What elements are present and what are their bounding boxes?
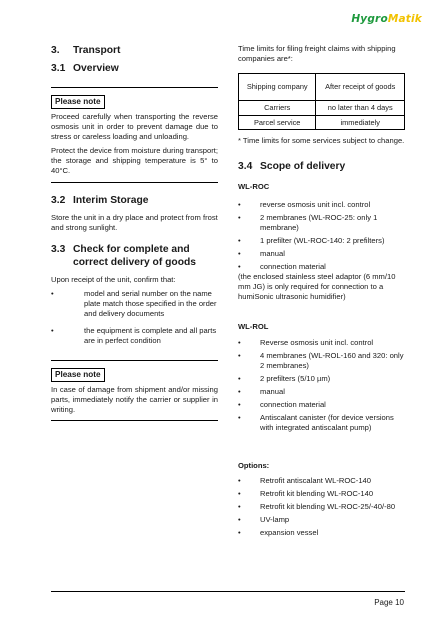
logo-part-1: Hygro xyxy=(351,13,388,25)
hygromatik-logo xyxy=(351,13,422,25)
section-3-3-heading xyxy=(51,243,218,269)
list-item-text: model and serial number on the name plate match those specified in the order and delivery documents xyxy=(84,289,217,318)
table-header-cell: Shipping company xyxy=(239,74,316,101)
bullet: • xyxy=(238,374,241,383)
list-item-text: 1 prefilter (WL-ROC-140: 2 prefilters) xyxy=(260,236,385,245)
table-header-cell: After receipt of goods xyxy=(316,74,405,101)
roc-note: (the enclosed stainless steel adaptor (6 mm/10 mm JG) is only required for connection to a humiSonic ultrasonic humidifier) xyxy=(238,272,396,301)
page-number: Page 10 xyxy=(374,598,404,607)
please-note-label: Please note xyxy=(51,95,105,109)
rol-list xyxy=(238,338,405,433)
bullet: • xyxy=(238,400,241,409)
list-item-text: 4 membranes (WL-ROL-160 and 320: only 2 membranes) xyxy=(260,351,404,370)
footer-divider xyxy=(51,591,405,592)
list-item xyxy=(238,200,405,210)
rol-heading: WL-ROL xyxy=(238,322,269,331)
list-item xyxy=(238,213,405,233)
list-item-text: Retrofit kit blending WL-ROC-25/-40/-80 xyxy=(260,502,396,511)
list-item xyxy=(238,502,405,512)
bullet: • xyxy=(238,262,241,271)
list-item xyxy=(238,400,405,410)
divider xyxy=(51,420,218,421)
table-cell: no later than 4 days xyxy=(316,101,405,116)
list-item xyxy=(51,326,218,346)
list-item xyxy=(238,413,405,433)
roc-heading: WL-ROC xyxy=(238,182,270,191)
bullet: • xyxy=(238,213,241,222)
list-item-text: reverse osmosis unit incl. control xyxy=(260,200,371,209)
claims-table xyxy=(238,73,405,130)
list-item-text: Retrofit kit blending WL-ROC-140 xyxy=(260,489,374,498)
table-row xyxy=(239,115,405,130)
please-note-label: Please note xyxy=(51,368,105,382)
list-item-text: connection material xyxy=(260,400,326,409)
list-item-text: 2 prefilters (5/10 µm) xyxy=(260,374,331,383)
list-item xyxy=(238,528,405,538)
list-item xyxy=(238,515,405,525)
paragraph: Upon receipt of the unit, confirm that: xyxy=(51,275,176,284)
list-item-text: expansion vessel xyxy=(260,528,319,537)
list-item xyxy=(238,387,405,397)
table-cell: immediately xyxy=(316,115,405,130)
right-column xyxy=(238,44,405,538)
bullet: • xyxy=(238,249,241,258)
bullet: • xyxy=(238,476,241,485)
list-item-text: UV-lamp xyxy=(260,515,290,524)
section-3-4-heading xyxy=(238,160,405,173)
logo-part-2: Matik xyxy=(387,13,422,25)
left-column xyxy=(51,44,218,421)
list-item xyxy=(238,374,405,384)
table-header-row xyxy=(239,74,405,101)
list-item xyxy=(238,236,405,246)
list-item xyxy=(51,289,218,319)
bullet: • xyxy=(238,200,241,209)
table-row xyxy=(239,101,405,116)
section-title: Overview xyxy=(73,63,119,74)
section-number: 3.4 xyxy=(238,161,253,172)
bullet: • xyxy=(238,502,241,511)
paragraph: Protect the device from moisture during transport; the storage and shipping temperature is 5° to 40°C. xyxy=(51,146,218,175)
table-cell: Parcel service xyxy=(239,115,316,130)
list-item-text: manual xyxy=(260,387,285,396)
list-item xyxy=(238,249,405,259)
bullet: • xyxy=(238,236,241,245)
bullet: • xyxy=(238,351,241,360)
section-number: 3.2 xyxy=(51,195,66,206)
footnote: * Time limits for some services subject to change. xyxy=(238,136,405,145)
list-item-text: manual xyxy=(260,249,285,258)
section-title: Scope of delivery xyxy=(260,161,346,172)
list-item-text: the equipment is complete and all parts are in perfect condition xyxy=(84,326,217,345)
divider xyxy=(51,87,218,88)
bullet: • xyxy=(51,326,54,335)
roc-list xyxy=(238,200,405,302)
options-heading: Options: xyxy=(238,461,270,470)
section-number: 3.1 xyxy=(51,63,66,74)
section-3-heading xyxy=(51,44,218,57)
bullet: • xyxy=(238,413,241,422)
section-title: Transport xyxy=(73,45,121,56)
bullet: • xyxy=(51,289,54,298)
section-number: 3. xyxy=(51,45,60,56)
list-item xyxy=(238,338,405,348)
paragraph: Proceed carefully when transporting the reverse osmosis unit in order to prevent damage due to stress or careless loading and unloading. xyxy=(51,112,218,141)
bullet: • xyxy=(238,338,241,347)
list-item xyxy=(238,351,405,371)
options-list xyxy=(238,476,405,538)
section-number: 3.3 xyxy=(51,244,66,255)
list-item-text: connection material xyxy=(260,262,326,271)
paragraph: In case of damage from shipment and/or missing parts, immediately notify the carrier or supplier in writing. xyxy=(51,385,218,414)
bullet: • xyxy=(238,387,241,396)
list-item-text: 2 membranes (WL-ROC-25: only 1 membrane) xyxy=(260,213,378,232)
list-item xyxy=(238,489,405,499)
section-3-2-heading xyxy=(51,194,218,207)
paragraph: Store the unit in a dry place and protect from frost and strong sunlight. xyxy=(51,213,218,232)
paragraph: Time limits for filing freight claims with shipping companies are*: xyxy=(238,44,396,63)
bullet: • xyxy=(238,489,241,498)
bullet: • xyxy=(238,515,241,524)
divider xyxy=(51,360,218,361)
bullet: • xyxy=(238,528,241,537)
section-title: Interim Storage xyxy=(73,195,149,206)
list-item xyxy=(238,262,405,272)
list-item-text: Reverse osmosis unit incl. control xyxy=(260,338,374,347)
divider xyxy=(51,182,218,183)
section-title: Check for complete and correct delivery of goods xyxy=(73,244,197,268)
table-cell: Carriers xyxy=(239,101,316,116)
list-item-text: Retrofit antiscalant WL-ROC-140 xyxy=(260,476,371,485)
list-item-text: Antiscalant canister (for device versions with integrated antiscalant pump) xyxy=(260,413,394,432)
list-item xyxy=(238,476,405,486)
section-3-1-heading xyxy=(51,62,218,75)
